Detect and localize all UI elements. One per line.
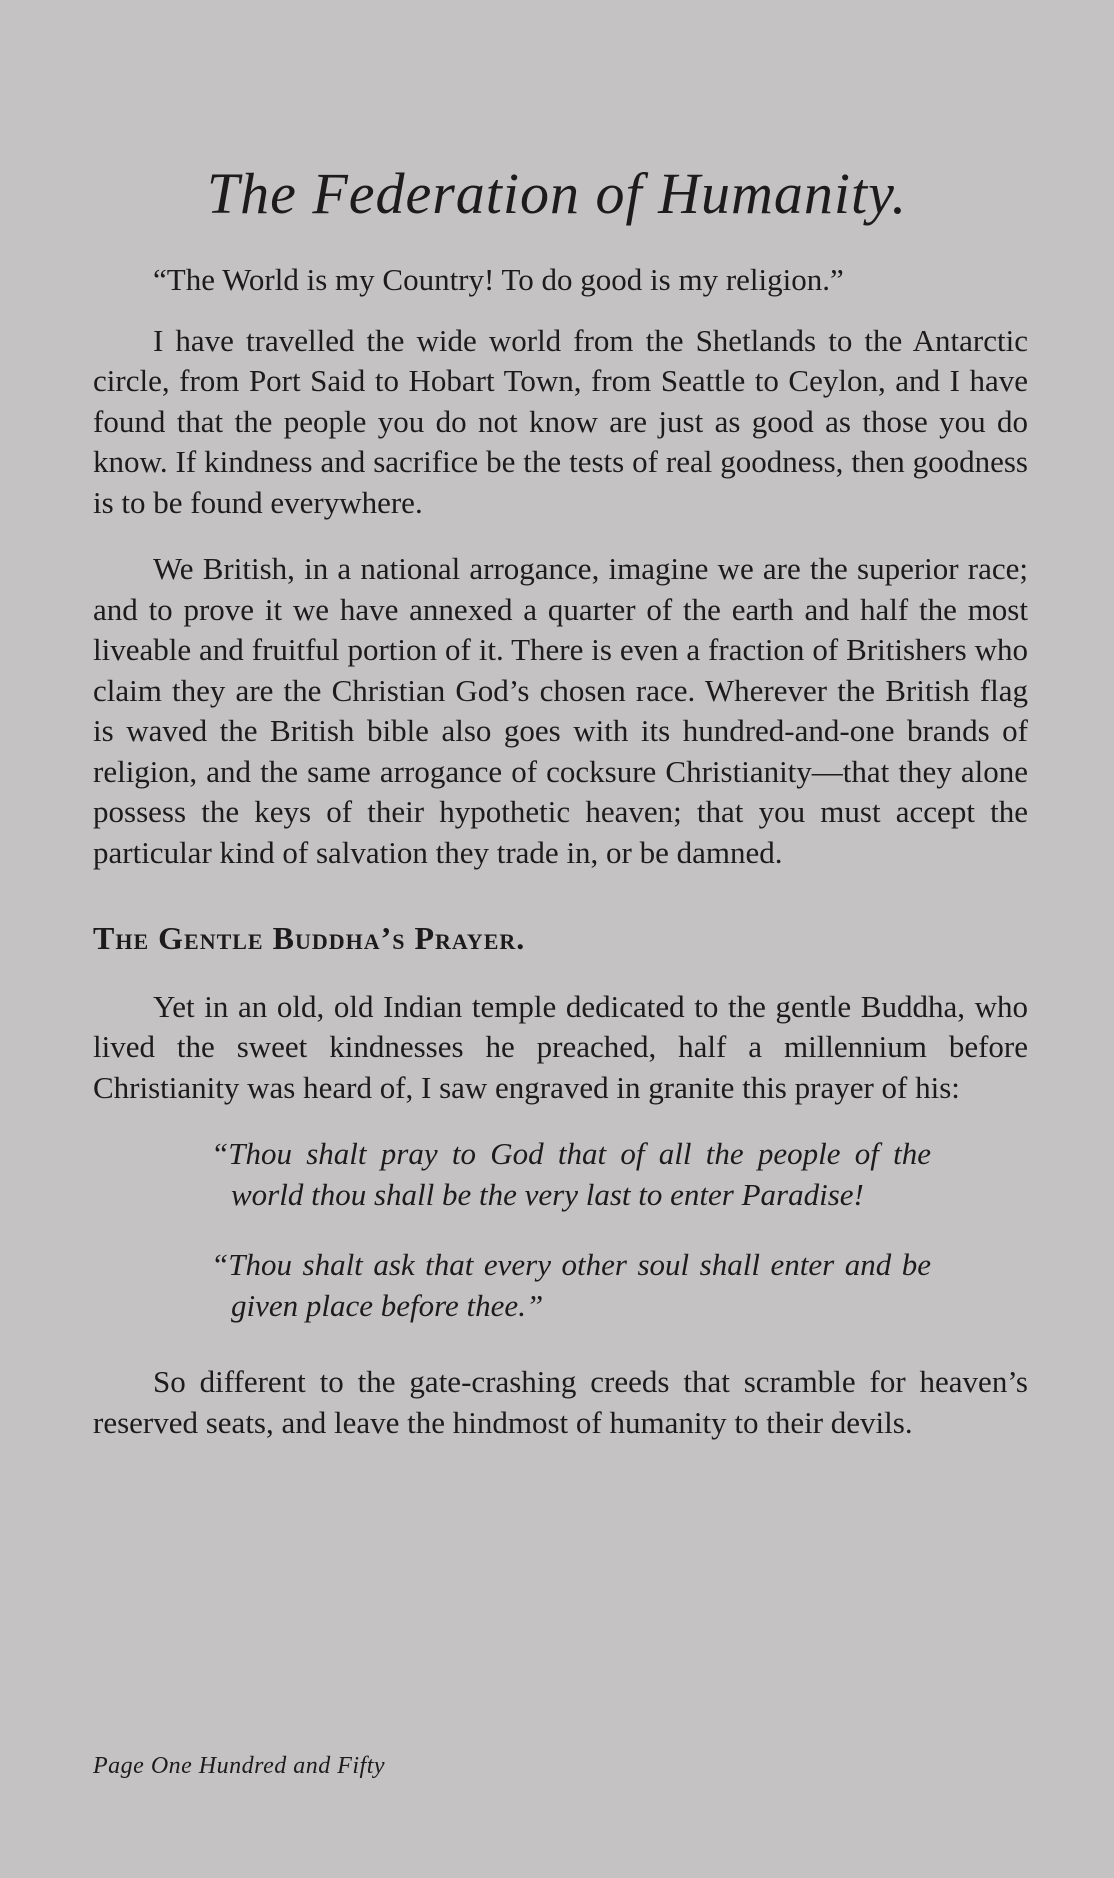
paragraph-travels: I have travelled the wide world from the Shetlands to the Antarctic circle, from Port Said to Hobart Town, from Seattle to Ceylon, and I have found that the people you do not know are just as good as those you do know. If kindness and sacrifice be the tests of real goodness, then goodness is to be found everywhere. (93, 322, 1028, 520)
paragraph-british: We British, in a national arrogance, imagine we are the superior race; and to prove it we have annexed a quarter of the earth and half the most liveable and fruitful portion of it. There is even a fraction of Britishers who claim they are the Christian God’s chosen race. Wherever the British flag is waved the British bible also goes with its hundred-and-one brands of religion, and the same arrogance of cocksure Christianity—that they alone possess the keys of their hypothetic heaven; that you must accept the particular kind of salvation they trade in, or be damned. (93, 551, 1028, 870)
paragraph-temple: Yet in an old, old Indian temple dedicated to the gentle Buddha, who lived the sweet kindnesses he preached, half a millennium before Christianity was heard of, I saw engraved in granite this prayer of his: (93, 988, 1028, 1105)
body-text (93, 260, 1028, 1469)
motto-quote: “The World is my Country! To do good is my religion.” (153, 262, 844, 297)
section-heading: The Gentle Buddha’s Prayer. (93, 920, 526, 956)
page-title: The Federation of Humanity. (206, 161, 908, 226)
prayer-quote-1: “Thou shalt pray to God that of all the people of the world thou shall be the very last to enter Paradise! (211, 1136, 931, 1212)
page-number-footer: Page One Hundred and Fifty (93, 1753, 386, 1779)
paragraph-closing: So different to the gate-crashing creeds that scramble for heaven’s reserved seats, and leave the hindmost of humanity to their devils. (93, 1364, 1028, 1440)
prayer-quote-2: “Thou shalt ask that every other soul shall enter and be given place before thee.” (211, 1247, 931, 1323)
